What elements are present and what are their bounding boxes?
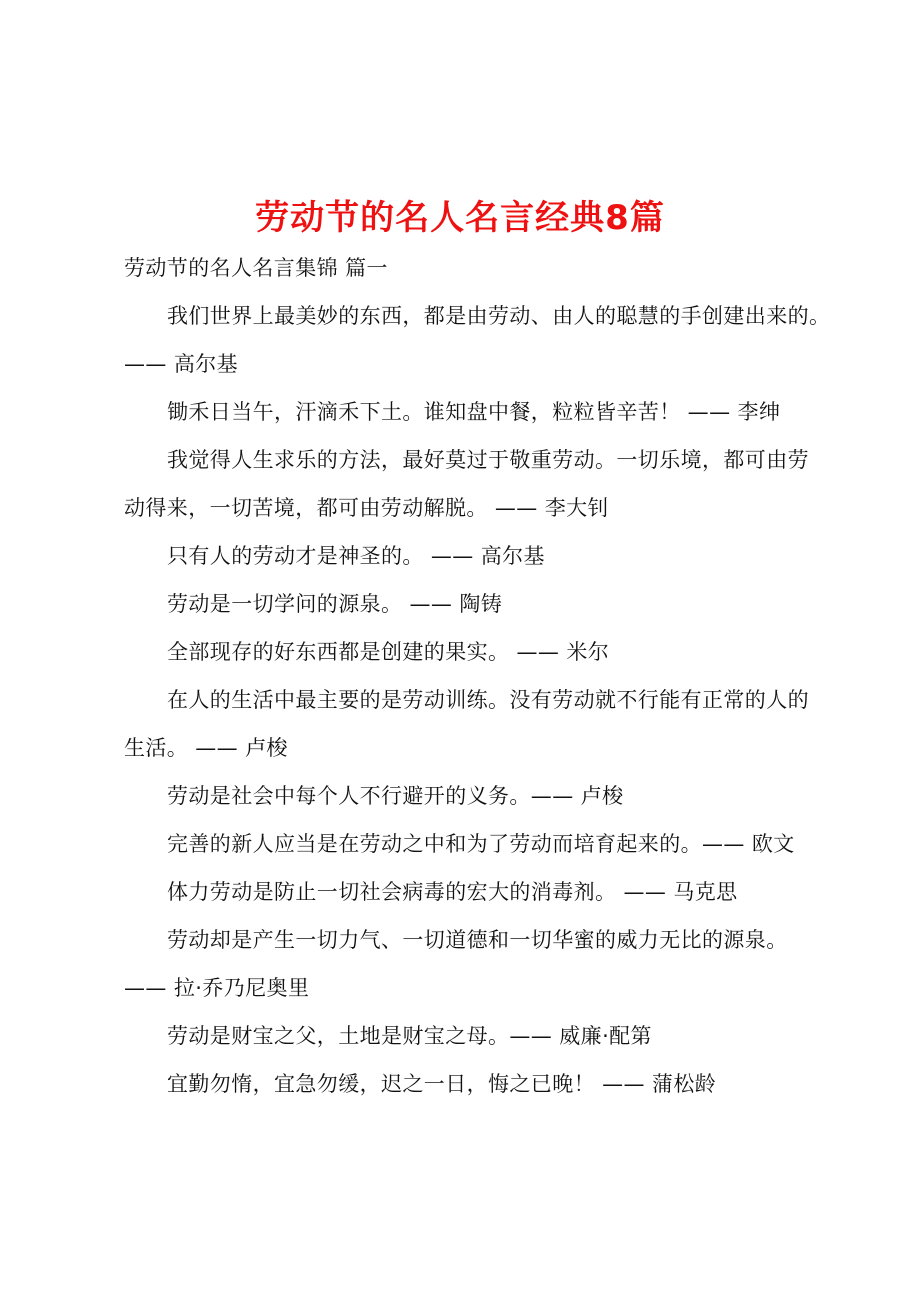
quote-line-continued: 动得来，一切苦境，都可由劳动解脱。 —— 李大钊 — [124, 496, 609, 520]
quote-line: 只有人的劳动才是神圣的。 —— 高尔基 — [167, 544, 545, 568]
quote-line: 劳动是财宝之父，土地是财宝之母。—— 威廉·配第 — [167, 1024, 652, 1048]
quote-paragraph — [124, 388, 824, 436]
quote-line: 劳动是社会中每个人不行避开的义务。—— 卢梭 — [167, 784, 624, 808]
quote-paragraph — [124, 772, 824, 820]
quote-line-continued: 生活。 —— 卢梭 — [124, 736, 288, 760]
quote-paragraph — [124, 916, 824, 1012]
quote-line: 宜勤勿惰，宜急勿缓，迟之一日，悔之已晚！ —— 蒲松龄 — [167, 1072, 717, 1096]
quote-line: 我觉得人生求乐的方法，最好莫过于敬重劳动。一切乐境，都可由劳 — [167, 448, 809, 472]
quote-line: 体力劳动是防止一切社会病毒的宏大的消毒剂。 —— 马克思 — [167, 880, 738, 904]
quote-paragraph — [124, 292, 831, 388]
quote-line: 完善的新人应当是在劳动之中和为了劳动而培育起来的。—— 欧文 — [167, 832, 795, 856]
quote-line: 我们世界上最美妙的东西，都是由劳动、由人的聪慧的手创建出来的。 — [167, 304, 831, 328]
quote-paragraph — [124, 436, 824, 532]
quote-line-continued: —— 拉·乔乃尼奥里 — [124, 976, 310, 1000]
quote-paragraph — [124, 1060, 824, 1108]
quote-paragraph — [124, 580, 824, 628]
quote-line: 锄禾日当午，汗滴禾下土。谁知盘中餐，粒粒皆辛苦！ —— 李绅 — [167, 400, 781, 424]
quote-line: 劳动是一切学问的源泉。 —— 陶铸 — [167, 592, 503, 616]
quote-list — [124, 292, 831, 1108]
quote-paragraph — [124, 532, 824, 580]
quote-paragraph — [124, 820, 824, 868]
document-title: 劳动节的名人名言经典8篇 — [255, 198, 665, 238]
quote-line: 全部现存的好东西都是创建的果实。 —— 米尔 — [167, 640, 610, 664]
quote-paragraph — [124, 676, 824, 772]
quote-line: 在人的生活中最主要的是劳动训练。没有劳动就不行能有正常的人的 — [167, 688, 809, 712]
quote-paragraph — [124, 628, 824, 676]
quote-paragraph — [124, 1012, 824, 1060]
quote-paragraph — [124, 868, 824, 916]
section-heading: 劳动节的名人名言集锦 篇一 — [124, 256, 388, 280]
quote-line: 劳动却是产生一切力气、一切道德和一切华蜜的威力无比的源泉。 — [167, 928, 788, 952]
document-body — [124, 244, 831, 1108]
quote-line-continued: —— 高尔基 — [124, 352, 239, 376]
